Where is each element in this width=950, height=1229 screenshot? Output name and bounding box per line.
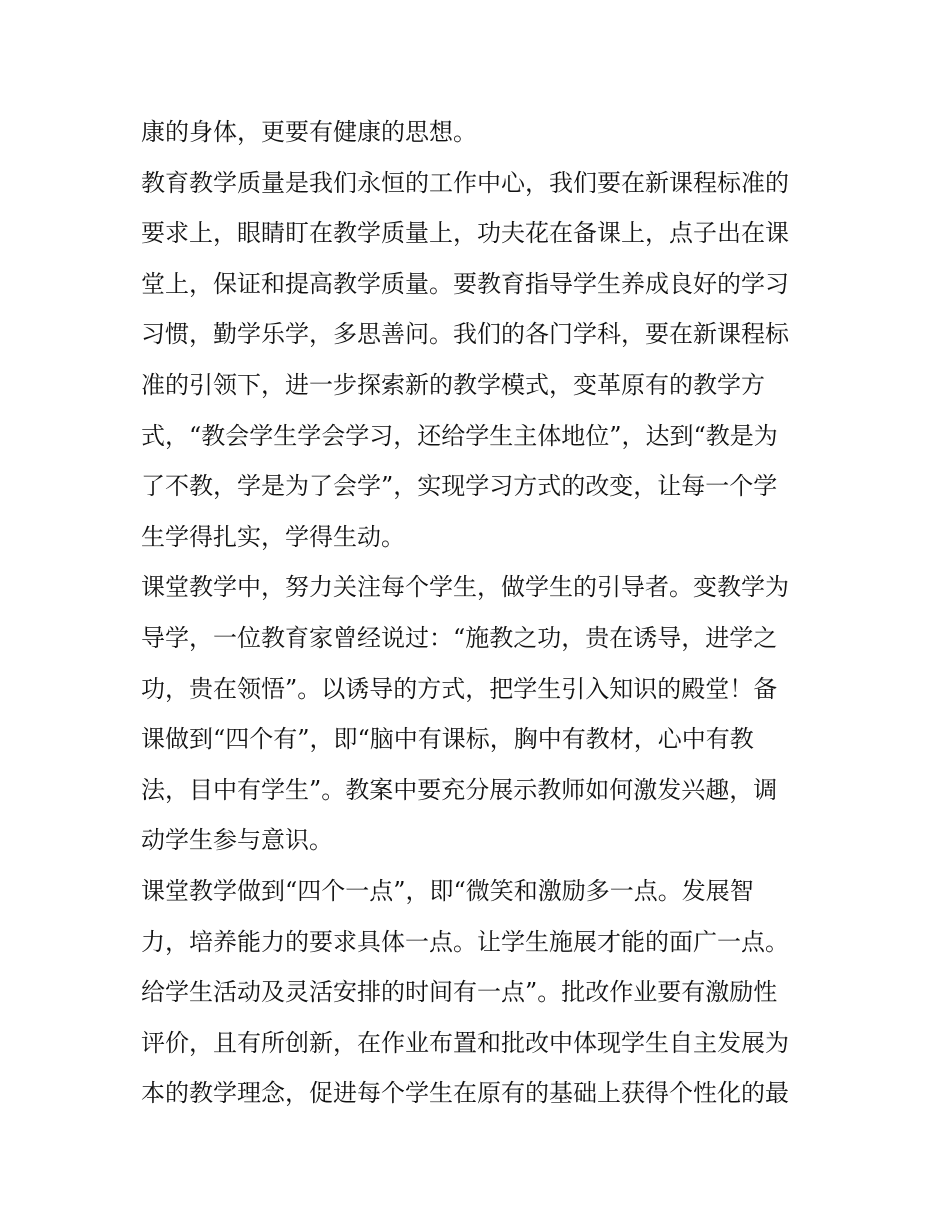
text-line: 本的教学理念，促进每个学生在原有的基础上获得个性化的最: [141, 1079, 789, 1108]
text-line: 习惯，勤学乐学，多思善问。我们的各门学科，要在新课程标: [141, 320, 789, 349]
text-line: 式，“教会学生学会学习，还给学生主体地位”，达到“教是为: [141, 421, 778, 450]
text-line: 功，贵在领悟”。以诱导的方式，把学生引入知识的殿堂！备: [141, 674, 778, 703]
body-text: [141, 107, 821, 1119]
text-line: 力，培养能力的要求具体一点。让学生施展才能的面广一点。: [141, 927, 789, 956]
text-line: 法，目中有学生”。教案中要充分展示教师如何激发兴趣，调: [141, 775, 778, 804]
text-line: 康的身体，更要有健康的思想。: [141, 118, 477, 146]
text-line: 生学得扎实，学得生动。: [141, 522, 405, 551]
text-line: 教育教学质量是我们永恒的工作中心，我们要在新课程标准的: [141, 168, 789, 197]
text-line: 堂上，保证和提高教学质量。要教育指导学生养成良好的学习: [141, 269, 789, 298]
text-line: 动学生参与意识。: [141, 826, 333, 855]
text-line: 课堂教学做到“四个一点”，即“微笑和激励多一点。发展智: [141, 876, 754, 905]
text-line: 了不教，学是为了会学”，实现学习方式的改变，让每一个学: [141, 472, 778, 501]
text-line: 课堂教学中，努力关注每个学生，做学生的引导者。变教学为: [141, 573, 789, 602]
text-line: 评价，且有所创新，在作业布置和批改中体现学生自主发展为: [141, 1028, 789, 1057]
text-line: 导学，一位教育家曾经说过：“施教之功，贵在诱导，进学之: [141, 623, 778, 652]
text-line: 准的引领下，进一步探索新的教学模式，变革原有的教学方: [141, 370, 765, 399]
text-line: 要求上，眼睛盯在教学质量上，功夫花在备课上，点子出在课: [141, 219, 789, 248]
text-line: 给学生活动及灵活安排的时间有一点”。批改作业要有激励性: [141, 978, 778, 1007]
text-line: 课做到“四个有”，即“脑中有课标，胸中有教材，心中有教: [141, 725, 754, 754]
